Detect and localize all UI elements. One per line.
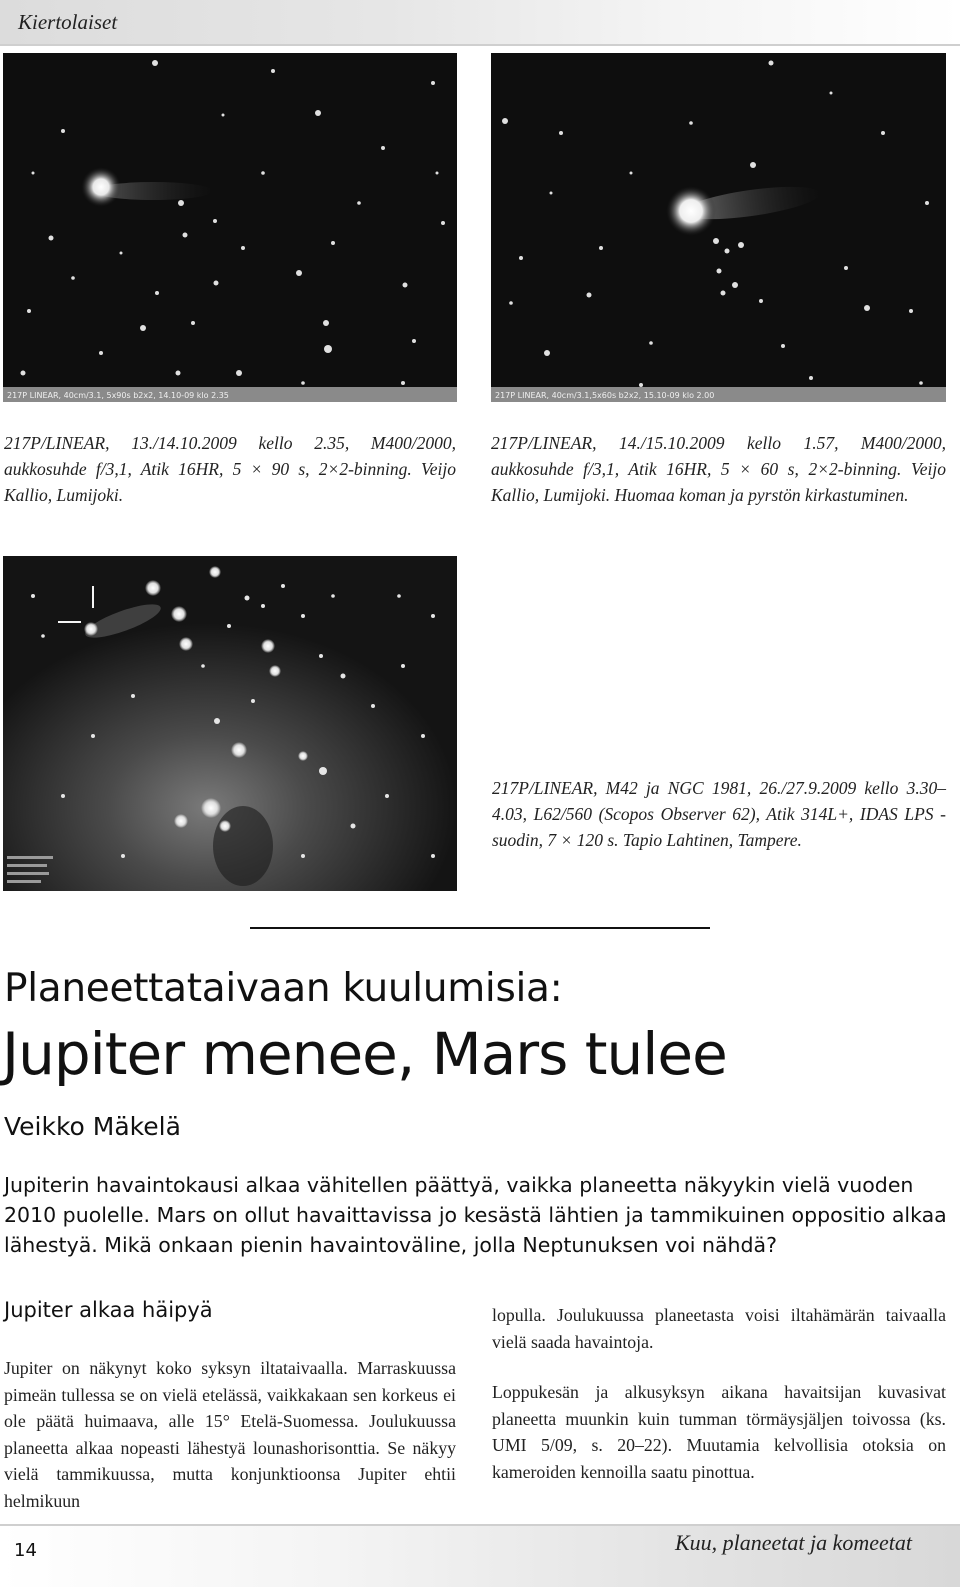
article-lead: Jupiterin havaintokausi alkaa vähitellen päättyä, vaikka planeetta näkyykin vielä vuoden 2010 puolelle. Mars on ollut havaittavissa jo kesästä lähtien ja tammikuinen oppositio alkaa lähestyä. Mikä onkaan pienin havaintoväline, jolla Neptunuksen voi nähdä?	[4, 1173, 947, 1257]
article-author: Veikko Mäkelä	[4, 1112, 181, 1141]
column-left	[4, 1355, 456, 1514]
section-divider	[250, 927, 710, 929]
nebula-photo	[3, 556, 457, 891]
column-right-paragraph-2: Loppukesän ja alkusyksyn aikana havaitsijan kuvasivat planeetta muunkin kuin tumman törmäysjäljen toivossa (ks. UMI 5/09, s. 20–22). Muutamia kelvollisia otoksia on kameroiden kennoilla saatu pinottua.	[492, 1382, 946, 1482]
column-right	[492, 1302, 946, 1485]
comet-photo-2	[491, 53, 946, 402]
comet-photo-1	[3, 53, 457, 402]
photo-2-caption: 217P/LINEAR, 14./15.10.2009 kello 1.57, M400/2000, aukkosuhde f/3,1, Atik 16HR, 5 × 60 s, 2×2-binning. Veijo Kallio, Lumijoki. Huomaa koman ja pyrstön kirkastuminen.	[491, 433, 946, 505]
photo-1-caption: 217P/LINEAR, 13./14.10.2009 kello 2.35, M400/2000, aukkosuhde f/3,1, Atik 16HR, 5 × 90 s, 2×2-binning. Veijo Kallio, Lumijoki.	[4, 433, 456, 505]
column-left-paragraph: Jupiter on näkynyt koko syksyn iltataivaalla. Marraskuussa pimeän tullessa se on vielä etelässä, vaikkakaan sen korkeus ei ole päätä huimaava, alle 15° Etelä-Suomessa. Joulukuussa planeetta alkaa nopeasti lähestyä lounashorisonttia. Se näkyy vielä tammikuussa, mutta konjunktioonsa Jupiter ehtii helmikuun	[4, 1358, 456, 1511]
article-title: Jupiter menee, Mars tulee	[2, 1020, 727, 1088]
publication-section: Kuu, planeetat ja komeetat	[674, 1530, 912, 1555]
subheading: Jupiter alkaa häipyä	[4, 1298, 213, 1322]
column-right-paragraph-1: lopulla. Joulukuussa planeetasta voisi iltahämärän taivaalla vielä saada havaintoja.	[492, 1305, 946, 1352]
photo-3-caption: 217P/LINEAR, M42 ja NGC 1981, 26./27.9.2009 kello 3.30–4.03, L62/560 (Scopos Observer 62), Atik 314L+, IDAS LPS -suodin, 7 × 120 s. Tapio Lahtinen, Tampere.	[492, 778, 946, 850]
section-title: Kiertolaiset	[18, 10, 118, 34]
article-kicker: Planeettataivaan kuulumisia:	[4, 966, 563, 1011]
photo-2-label: 217P LINEAR, 40cm/3.1,5x60s b2x2, 15.10-09 klo 2.00	[495, 391, 715, 400]
page-number: 14	[14, 1540, 37, 1561]
photo-1-label: 217P LINEAR, 40cm/3.1, 5x90s b2x2, 14.10-09 klo 2.35	[7, 391, 229, 400]
running-header	[0, 0, 960, 46]
